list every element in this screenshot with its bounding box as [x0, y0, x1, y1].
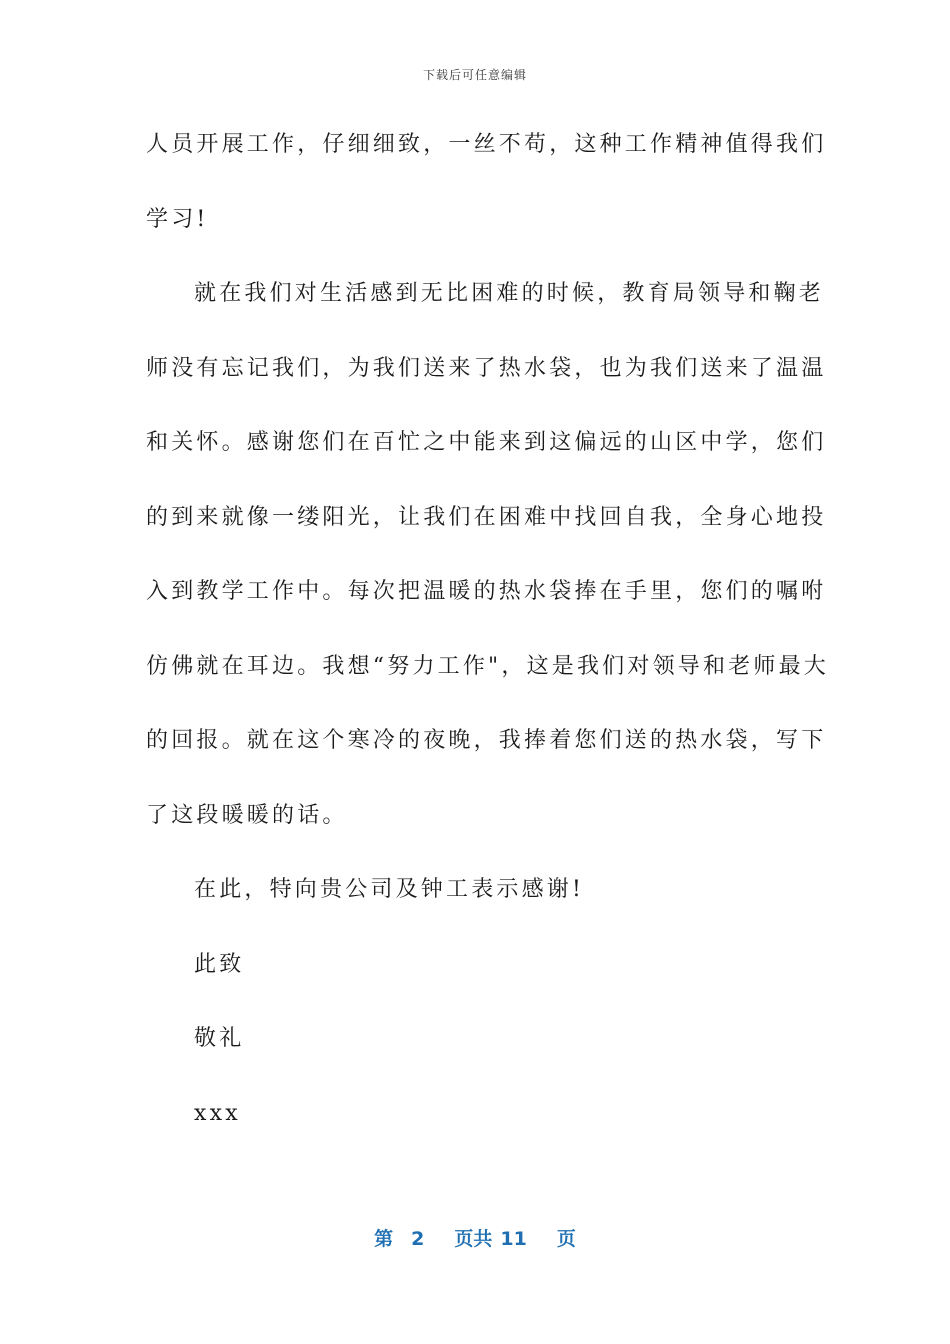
footer-middle: 页共	[454, 1228, 493, 1250]
paragraph-line: 人员开展工作，仔细细致，一丝不苟，这种工作精神值得我们	[146, 132, 827, 157]
paragraph-line: 仿佛就在耳边。我想“努力工作"，这是我们对领导和老师最大	[146, 653, 829, 679]
thanks-line: 在此，特向贵公司及钟工表示感谢!	[194, 877, 585, 902]
footer-prefix: 第	[374, 1228, 394, 1250]
signature-line: xxx	[194, 1100, 241, 1126]
paragraph-line: 入到教学工作中。每次把温暖的热水袋捧在手里，您们的嘱咐	[146, 579, 827, 604]
closing-line: 此致	[194, 951, 245, 977]
paragraph-line: 了这段暖暖的话。	[146, 802, 348, 828]
page-footer	[0, 1224, 950, 1251]
footer-total-pages: 11	[500, 1228, 527, 1250]
footer-suffix: 页	[556, 1228, 576, 1250]
paragraph-line: 就在我们对生活感到无比困难的时候，教育局领导和鞠老	[194, 281, 825, 306]
paragraph-line: 的到来就像一缕阳光，让我们在困难中找回自我，全身心地投	[146, 504, 827, 530]
header-text: 下载后可任意编辑	[422, 68, 527, 82]
salutation-line: 敬礼	[194, 1026, 245, 1051]
footer-current-page: 2	[411, 1228, 425, 1250]
page-header	[0, 66, 950, 83]
paragraph-line: 学习!	[146, 206, 209, 232]
document-body	[146, 112, 829, 1155]
paragraph-line: 和关怀。感谢您们在百忙之中能来到这偏远的山区中学，您们	[146, 430, 827, 455]
paragraph-line: 师没有忘记我们，为我们送来了热水袋，也为我们送来了温温	[146, 355, 827, 381]
paragraph-line: 的回报。就在这个寒冷的夜晚，我捧着您们送的热水袋，写下	[146, 728, 827, 753]
